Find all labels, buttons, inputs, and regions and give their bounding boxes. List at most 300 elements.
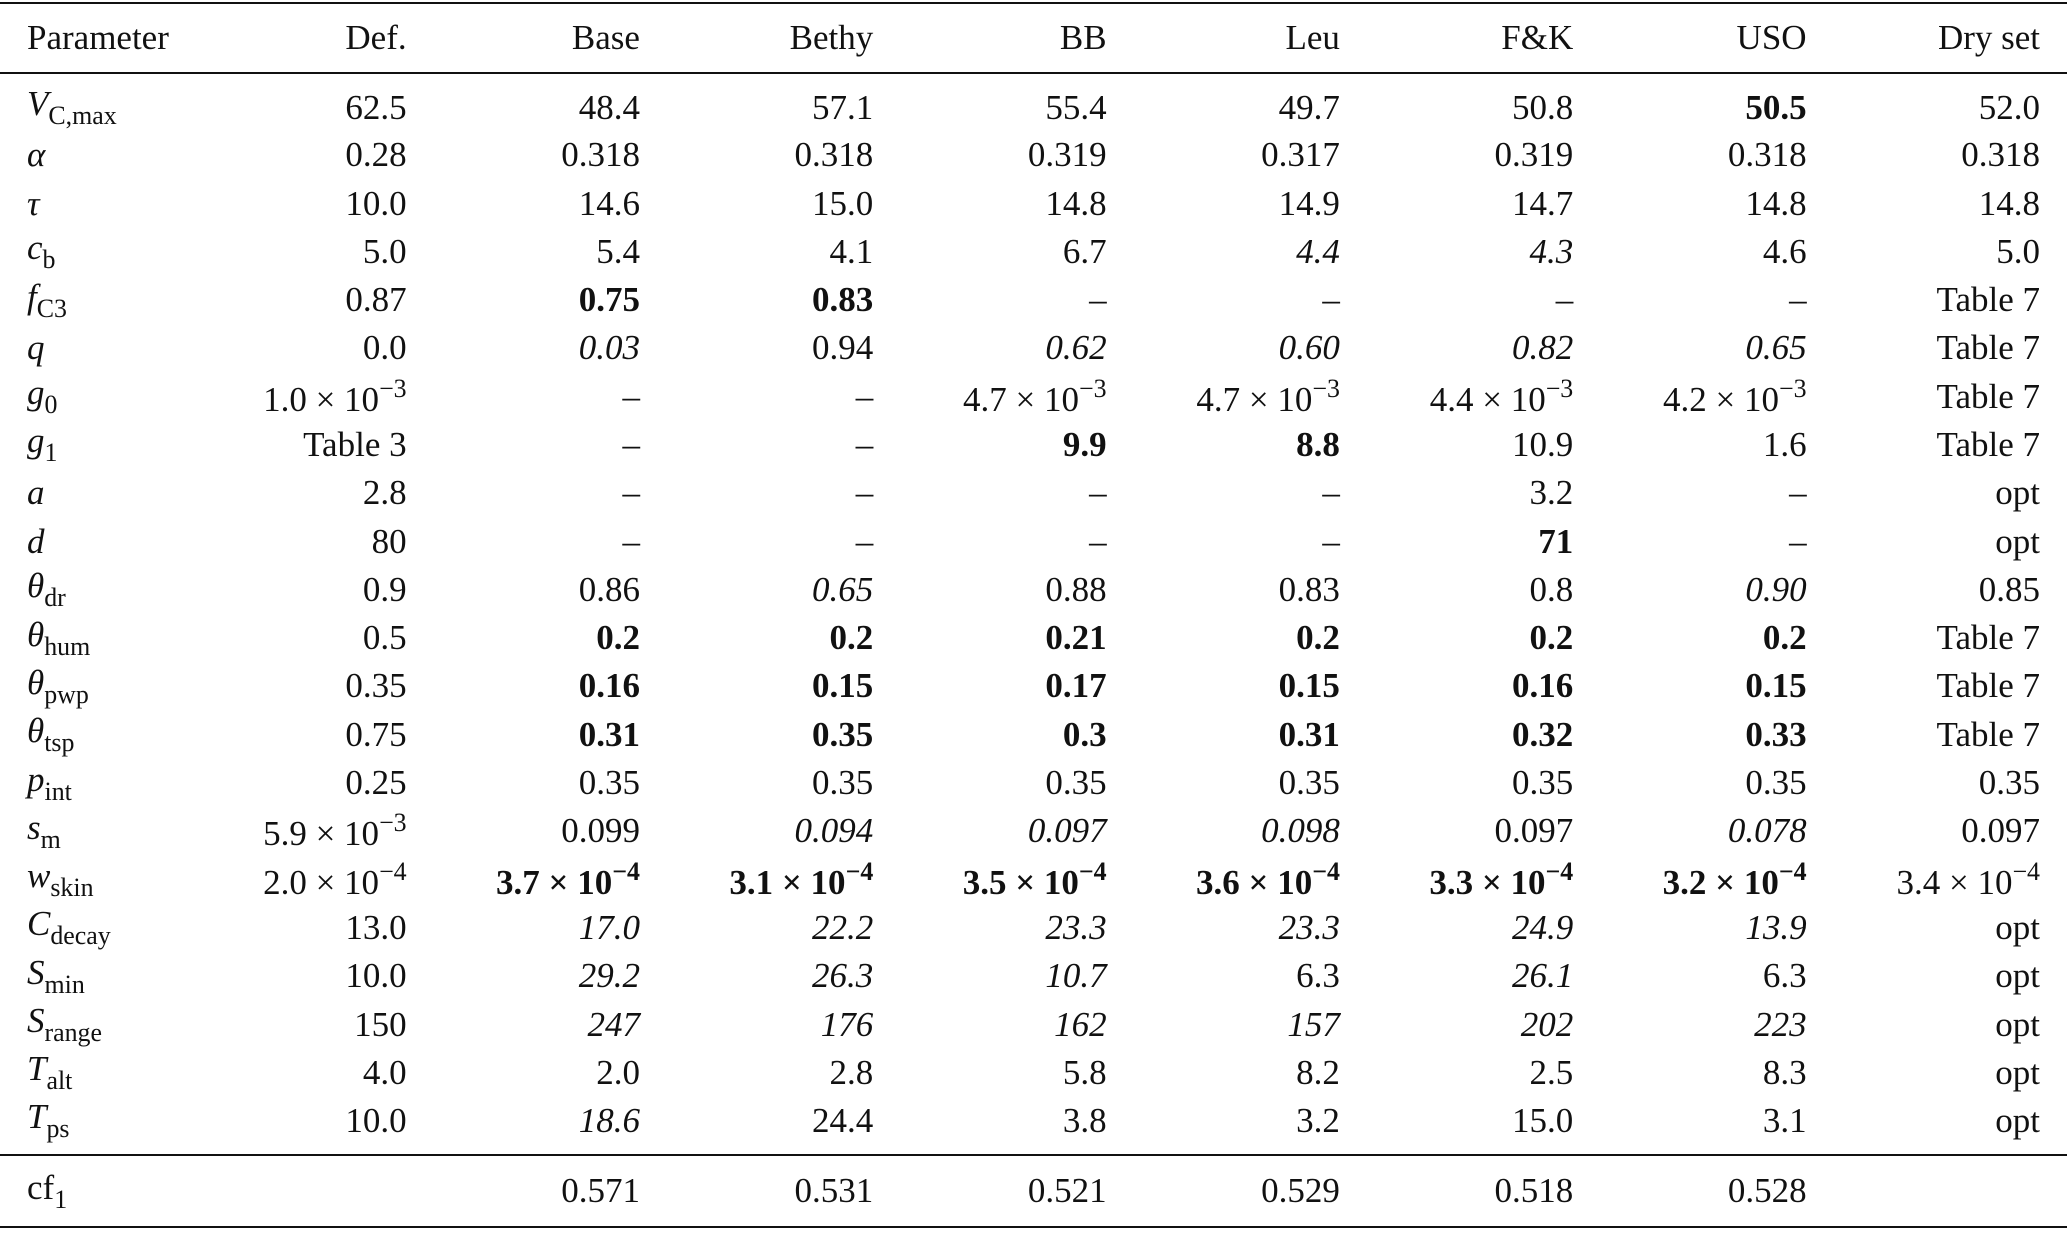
cell-value: 0.35 — [1278, 763, 1340, 803]
header-row — [0, 3, 2067, 73]
cell-value: – — [1322, 521, 1340, 561]
cell-value: – — [855, 376, 874, 416]
cell-value: 0.9 — [362, 569, 407, 609]
value-cell — [1834, 517, 2067, 565]
parameter-symbol: T — [27, 1097, 47, 1136]
parameter-symbol: cf — [27, 1167, 55, 1207]
cell-value: – — [1322, 473, 1340, 513]
value-cell — [667, 614, 900, 662]
cell-value: 17.0 — [578, 907, 640, 947]
table-row — [0, 1000, 2067, 1048]
value-cell — [1367, 324, 1600, 372]
cell-value: 0.15 — [1745, 666, 1807, 706]
value-cell — [1134, 324, 1367, 372]
parameter-name — [0, 1049, 200, 1097]
cell-value: 5.8 — [1062, 1052, 1107, 1092]
cell-value: 0.571 — [561, 1171, 640, 1211]
parameter-name — [0, 73, 200, 131]
cell-value: 10.0 — [345, 956, 407, 996]
parameter-name — [0, 807, 200, 855]
parameter-symbol: θ — [27, 566, 45, 606]
parameter-symbol: a — [27, 473, 45, 513]
value-cell — [1834, 711, 2067, 759]
value-cell — [1834, 1000, 2067, 1048]
value-cell — [900, 324, 1133, 372]
value-cell — [1834, 952, 2067, 1000]
cell-value: 0.518 — [1494, 1171, 1574, 1211]
cell-value: opt — [1995, 1052, 2040, 1092]
cell-value: 26.3 — [812, 956, 874, 996]
cell-exponent: −4 — [1778, 856, 1807, 886]
table-row — [0, 1049, 2067, 1097]
value-cell — [900, 276, 1133, 324]
parameter-name — [0, 131, 200, 179]
value-cell — [667, 856, 900, 904]
cell-value: – — [1089, 473, 1107, 513]
value-cell — [1600, 228, 1833, 276]
value-cell — [1134, 856, 1367, 904]
cell-value: 0.528 — [1727, 1171, 1807, 1211]
cell-value: 23.3 — [1278, 907, 1340, 947]
value-cell — [1367, 856, 1600, 904]
value-cell — [434, 1097, 667, 1155]
cell-value: 0.318 — [1961, 135, 2040, 175]
value-cell — [1134, 73, 1367, 131]
value-cell — [900, 1000, 1133, 1048]
cell-value: Table 7 — [1936, 714, 2040, 754]
value-cell — [1600, 1000, 1833, 1048]
value-cell — [1834, 904, 2067, 952]
value-cell — [1367, 373, 1600, 421]
parameter-name — [0, 276, 200, 324]
cell-value: 4.7 × 10 — [963, 379, 1080, 419]
value-cell — [1600, 73, 1833, 131]
cell-value: 2.5 — [1529, 1052, 1574, 1092]
value-cell — [1367, 421, 1600, 469]
parameter-name — [0, 517, 200, 565]
value-cell — [900, 73, 1133, 131]
column-header: F&K — [1501, 18, 1574, 57]
cell-value: 15.0 — [1512, 1100, 1574, 1140]
value-cell — [667, 711, 900, 759]
value-cell — [434, 566, 667, 614]
value-cell — [434, 1049, 667, 1097]
value-cell — [200, 566, 433, 614]
value-cell — [1367, 73, 1600, 131]
cell-exponent: −3 — [1545, 373, 1574, 403]
parameter-subscript: decay — [50, 921, 111, 951]
value-cell — [1134, 614, 1367, 662]
value-cell — [1134, 469, 1367, 517]
cell-value: 0.521 — [1027, 1171, 1107, 1211]
parameter-name — [0, 469, 200, 517]
value-cell — [200, 1155, 433, 1227]
value-cell — [667, 1155, 900, 1227]
value-cell — [200, 1049, 433, 1097]
cell-value: 24.4 — [812, 1100, 874, 1140]
value-cell — [1600, 662, 1833, 710]
value-cell — [900, 131, 1133, 179]
value-cell — [1367, 469, 1600, 517]
table-header — [0, 3, 2067, 73]
cell-value: 1.0 × 10 — [263, 379, 380, 419]
parameter-subscript: 1 — [54, 1184, 68, 1214]
cell-value: 0.319 — [1494, 135, 1574, 175]
table-body — [0, 73, 2067, 1155]
cell-value: 14.9 — [1278, 183, 1340, 223]
value-cell — [200, 952, 433, 1000]
cell-value: 14.6 — [578, 183, 640, 223]
value-cell — [667, 1049, 900, 1097]
cell-value: 0.35 — [345, 666, 407, 706]
cell-value: 0.3 — [1062, 714, 1107, 754]
cell-value: 4.1 — [829, 231, 874, 271]
cell-value: 0.0 — [362, 328, 407, 368]
cell-value: 0.28 — [345, 135, 407, 175]
cell-value: 0.319 — [1027, 135, 1107, 175]
cell-value: 24.9 — [1512, 907, 1574, 947]
value-cell — [1367, 566, 1600, 614]
parameter-subscript: range — [44, 1018, 102, 1048]
table-row — [0, 179, 2067, 227]
value-cell — [900, 421, 1133, 469]
value-cell — [1134, 662, 1367, 710]
value-cell — [667, 517, 900, 565]
cell-value: 0.15 — [1278, 666, 1340, 706]
cell-value: 71 — [1538, 521, 1574, 561]
value-cell — [200, 373, 433, 421]
cell-value: 0.5 — [362, 618, 407, 658]
cell-value: – — [1789, 521, 1807, 561]
value-cell — [1834, 1155, 2067, 1227]
value-cell — [200, 904, 433, 952]
cell-value: 10.9 — [1512, 424, 1574, 464]
cell-value: 3.2 — [1296, 1100, 1340, 1140]
cell-value: 176 — [820, 1004, 874, 1044]
cell-value: 80 — [371, 521, 407, 561]
cell-value: 57.1 — [812, 87, 874, 127]
value-cell — [1367, 131, 1600, 179]
cell-value: – — [622, 473, 640, 513]
value-cell — [1134, 131, 1367, 179]
value-cell — [1834, 421, 2067, 469]
cell-value: 8.8 — [1296, 424, 1340, 464]
cell-value: opt — [1995, 473, 2040, 513]
cell-value: – — [1789, 473, 1807, 513]
table-row — [0, 324, 2067, 372]
parameter-name — [0, 179, 200, 227]
cell-value: 0.94 — [812, 328, 874, 368]
value-cell — [1134, 179, 1367, 227]
value-cell — [900, 856, 1133, 904]
cell-value: 4.0 — [362, 1052, 407, 1092]
cell-value: 5.0 — [362, 231, 407, 271]
value-cell — [434, 856, 667, 904]
table-row — [0, 73, 2067, 131]
value-cell — [1600, 1097, 1833, 1155]
parameter-subscript: C3 — [36, 293, 67, 323]
value-cell — [1834, 807, 2067, 855]
value-cell — [1600, 517, 1833, 565]
cell-value: 0.2 — [829, 618, 874, 658]
cell-value: 3.7 × 10 — [496, 862, 613, 902]
value-cell — [1367, 1097, 1600, 1155]
value-cell — [1600, 856, 1833, 904]
cell-value: 0.17 — [1045, 666, 1107, 706]
cell-value: Table 7 — [1936, 280, 2040, 320]
value-cell — [1834, 179, 2067, 227]
cell-value: 247 — [587, 1004, 640, 1044]
value-cell — [667, 373, 900, 421]
cell-exponent: −4 — [1078, 856, 1107, 886]
parameter-subscript: alt — [46, 1066, 73, 1096]
value-cell — [667, 179, 900, 227]
cell-value: 0.85 — [1978, 569, 2040, 609]
value-cell — [667, 662, 900, 710]
value-cell — [434, 711, 667, 759]
value-cell — [900, 469, 1133, 517]
cell-value: 14.8 — [1978, 183, 2040, 223]
cell-value: opt — [1995, 1100, 2040, 1140]
cell-exponent: −4 — [845, 856, 874, 886]
cell-value: 5.4 — [596, 231, 640, 271]
parameter-symbol: S — [27, 1001, 45, 1041]
cell-value: 162 — [1054, 1004, 1107, 1044]
value-cell — [900, 566, 1133, 614]
cell-value: 10.0 — [345, 183, 407, 223]
value-cell — [1367, 517, 1600, 565]
cell-value: 3.1 — [1762, 1100, 1807, 1140]
value-cell — [200, 759, 433, 807]
parameter-subscript: 1 — [44, 438, 58, 468]
cell-value: 0.31 — [578, 714, 640, 754]
cell-value: 0.098 — [1261, 811, 1340, 851]
value-cell — [1367, 1000, 1600, 1048]
parameter-symbol: p — [27, 759, 45, 799]
cell-value: 6.3 — [1296, 956, 1340, 996]
value-cell — [200, 73, 433, 131]
value-cell — [1600, 421, 1833, 469]
parameter-symbol: S — [27, 952, 45, 992]
parameter-name — [0, 856, 200, 904]
cell-value: 0.75 — [345, 714, 407, 754]
cell-value: 3.1 × 10 — [729, 862, 846, 902]
value-cell — [1367, 1049, 1600, 1097]
value-cell — [1834, 1097, 2067, 1155]
table-footer — [0, 1155, 2067, 1227]
value-cell — [434, 952, 667, 1000]
parameter-symbol: α — [27, 135, 46, 175]
parameter-name — [0, 324, 200, 372]
parameter-name — [0, 373, 200, 421]
value-cell — [667, 324, 900, 372]
value-cell — [434, 276, 667, 324]
cell-value: 2.8 — [362, 473, 407, 513]
value-cell — [1834, 73, 2067, 131]
parameter-subscript: m — [40, 824, 61, 854]
cell-value: 0.318 — [794, 135, 874, 175]
value-cell — [1367, 662, 1600, 710]
value-cell — [434, 324, 667, 372]
value-cell — [1600, 469, 1833, 517]
column-header: USO — [1736, 18, 1807, 57]
cell-value: 0.318 — [561, 135, 640, 175]
cell-value: 0.90 — [1745, 569, 1807, 609]
value-cell — [434, 759, 667, 807]
cell-value: Table 7 — [1936, 376, 2040, 416]
value-cell — [1834, 131, 2067, 179]
value-cell — [1600, 179, 1833, 227]
cell-value: 0.097 — [1961, 811, 2040, 851]
cell-value: 13.9 — [1745, 907, 1807, 947]
value-cell — [900, 179, 1133, 227]
cell-value: 0.88 — [1045, 569, 1107, 609]
value-cell — [200, 276, 433, 324]
cell-value: 0.15 — [812, 666, 874, 706]
parameter-subscript: pwp — [44, 680, 89, 709]
parameter-name — [0, 904, 200, 952]
cell-value: 29.2 — [578, 956, 640, 996]
cell-value: – — [1555, 280, 1574, 320]
value-cell — [1600, 904, 1833, 952]
value-cell — [1134, 904, 1367, 952]
value-cell — [200, 711, 433, 759]
value-cell — [1367, 614, 1600, 662]
value-cell — [1600, 614, 1833, 662]
parameter-name — [0, 1155, 200, 1227]
value-cell — [900, 1097, 1133, 1155]
value-cell — [200, 1097, 433, 1155]
cell-value: 9.9 — [1062, 424, 1107, 464]
value-cell — [1834, 373, 2067, 421]
cell-value: Table 7 — [1936, 618, 2040, 658]
cell-value: 15.0 — [812, 183, 874, 223]
cell-value: 0.35 — [1978, 763, 2040, 803]
value-cell — [200, 662, 433, 710]
value-cell — [200, 807, 433, 855]
table-row — [0, 276, 2067, 324]
cell-value: 50.8 — [1512, 87, 1574, 127]
cell-value: 0.35 — [1512, 763, 1574, 803]
value-cell — [1367, 952, 1600, 1000]
value-cell — [200, 421, 433, 469]
table-row — [0, 131, 2067, 179]
cell-value: 0.529 — [1261, 1171, 1340, 1211]
cell-value: 4.2 × 10 — [1663, 379, 1780, 419]
column-header: Bethy — [789, 18, 874, 57]
cell-value: – — [855, 521, 874, 561]
parameter-symbol: c — [27, 228, 43, 268]
value-cell — [667, 904, 900, 952]
cell-value: 1.6 — [1762, 424, 1807, 464]
value-cell — [1600, 807, 1833, 855]
cell-value: 3.6 × 10 — [1196, 862, 1313, 902]
cell-exponent: −3 — [1312, 373, 1340, 403]
cell-value: 0.16 — [1512, 666, 1574, 706]
cell-value: 0.03 — [578, 328, 640, 368]
cell-exponent: −4 — [1545, 856, 1574, 886]
cell-value: 55.4 — [1045, 87, 1107, 127]
value-cell — [900, 662, 1133, 710]
value-cell — [667, 73, 900, 131]
cell-value: 0.097 — [1027, 811, 1107, 851]
value-cell — [1134, 228, 1367, 276]
cell-value: 23.3 — [1045, 907, 1107, 947]
cell-value: 3.2 — [1529, 473, 1574, 513]
parameter-symbol: g — [27, 421, 45, 461]
cell-value: 52.0 — [1978, 87, 2040, 127]
cell-value: 0.31 — [1278, 714, 1340, 754]
value-cell — [434, 421, 667, 469]
cell-value: 3.3 × 10 — [1429, 862, 1546, 902]
value-cell — [1834, 469, 2067, 517]
parameter-name — [0, 566, 200, 614]
parameter-table — [0, 2, 2067, 1228]
value-cell — [434, 614, 667, 662]
value-cell — [1600, 373, 1833, 421]
value-cell — [1600, 1049, 1833, 1097]
parameter-symbol: θ — [27, 711, 45, 751]
parameter-symbol: d — [27, 521, 45, 561]
table-row — [0, 662, 2067, 710]
parameter-name — [0, 1000, 200, 1048]
cell-exponent: −4 — [612, 856, 640, 886]
value-cell — [1134, 517, 1367, 565]
value-cell — [1834, 324, 2067, 372]
parameter-name — [0, 662, 200, 710]
value-cell — [1600, 276, 1833, 324]
cell-value: 3.5 × 10 — [962, 862, 1079, 902]
value-cell — [434, 807, 667, 855]
value-cell — [667, 566, 900, 614]
value-cell — [1600, 131, 1833, 179]
cell-value: 0.35 — [1745, 763, 1807, 803]
cell-exponent: −3 — [379, 808, 407, 838]
value-cell — [667, 228, 900, 276]
cell-value: 0.32 — [1512, 714, 1574, 754]
value-cell — [1834, 759, 2067, 807]
value-cell — [1600, 566, 1833, 614]
cell-value: 13.0 — [345, 907, 407, 947]
cell-value: 202 — [1520, 1004, 1574, 1044]
value-cell — [1134, 1049, 1367, 1097]
parameter-symbol: f — [27, 276, 37, 316]
cell-value: – — [1322, 280, 1340, 320]
cell-value: – — [622, 424, 640, 464]
value-cell — [434, 1000, 667, 1048]
value-cell — [1134, 952, 1367, 1000]
value-cell — [900, 711, 1133, 759]
parameter-name — [0, 711, 200, 759]
value-cell — [667, 469, 900, 517]
cell-value: 223 — [1754, 1004, 1807, 1044]
value-cell — [434, 228, 667, 276]
table-row — [0, 856, 2067, 904]
parameter-name — [0, 614, 200, 662]
cell-value: 3.4 × 10 — [1896, 862, 2013, 902]
parameter-name — [0, 421, 200, 469]
cell-exponent: −3 — [1779, 373, 1807, 403]
value-cell — [667, 1097, 900, 1155]
cell-value: 0.318 — [1727, 135, 1807, 175]
cell-value: 0.62 — [1045, 328, 1107, 368]
cell-exponent: −4 — [1312, 856, 1340, 886]
cell-value: 6.3 — [1762, 956, 1807, 996]
table-row — [0, 952, 2067, 1000]
parameter-subscript: int — [44, 776, 72, 806]
value-cell — [1134, 421, 1367, 469]
footer-row — [0, 1155, 2067, 1227]
